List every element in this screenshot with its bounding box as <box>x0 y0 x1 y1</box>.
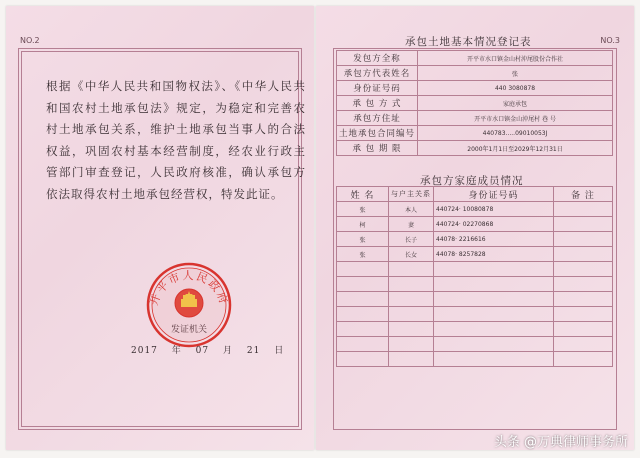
land-info-label: 承 包 期 限 <box>337 141 418 156</box>
member-relation: 妻 <box>389 217 434 232</box>
member-row <box>337 202 613 217</box>
member-row <box>337 292 613 307</box>
member-row <box>337 352 613 367</box>
member-id: 44078· 8257828 <box>434 247 554 262</box>
member-note <box>554 277 613 292</box>
member-note <box>554 262 613 277</box>
member-id: 44078· 2216616 <box>434 232 554 247</box>
header-name: 姓 名 <box>337 187 389 202</box>
member-note <box>554 202 613 217</box>
land-info-value: 440783.....09010053J <box>418 126 613 141</box>
members-table <box>336 186 613 367</box>
member-note <box>554 337 613 352</box>
issue-month: 07 <box>195 346 210 356</box>
member-row <box>337 217 613 232</box>
member-row <box>337 262 613 277</box>
right-page-number: NO.3 <box>600 36 620 45</box>
member-relation: 长女 <box>389 247 434 262</box>
land-info-label: 承包方代表姓名 <box>337 66 418 81</box>
issue-year-unit: 年 <box>171 346 182 356</box>
seal-issuer-label: 发证机关 <box>170 325 208 335</box>
members-header-row <box>337 187 613 202</box>
land-info-table <box>336 50 613 156</box>
members-title: 承包方家庭成员情况 <box>420 175 524 187</box>
register-table-title: 承包土地基本情况登记表 <box>405 36 532 48</box>
member-id <box>434 337 554 352</box>
land-info-value: 2000年1月1日至2029年12月31日 <box>418 141 613 156</box>
member-id <box>434 292 554 307</box>
member-name <box>337 262 389 277</box>
land-info-value: 440 3080878 <box>418 81 613 96</box>
watermark-text: 头条 @万典律师事务所 <box>493 435 628 450</box>
member-row <box>337 322 613 337</box>
member-id <box>434 322 554 337</box>
land-info-value: 张 <box>418 66 613 81</box>
left-page-number: NO.2 <box>20 36 40 45</box>
member-note <box>554 217 613 232</box>
member-id <box>434 352 554 367</box>
member-row <box>337 232 613 247</box>
header-id: 身份证号码 <box>434 187 554 202</box>
issue-day-unit: 日 <box>274 346 285 356</box>
member-relation <box>389 262 434 277</box>
issue-month-unit: 月 <box>223 346 234 356</box>
left-page <box>6 6 314 450</box>
right-page <box>316 6 634 450</box>
land-info-row <box>337 111 613 126</box>
member-name <box>337 337 389 352</box>
member-relation: 长子 <box>389 232 434 247</box>
member-relation <box>389 352 434 367</box>
member-id: 440724· 02270868 <box>434 217 554 232</box>
member-note <box>554 352 613 367</box>
header-relation: 与户主关系 <box>389 187 434 202</box>
member-name <box>337 292 389 307</box>
member-name: 柯 <box>337 217 389 232</box>
land-info-value: 开平市水口镇金山村沖尾股份合作社 <box>418 51 613 66</box>
member-name <box>337 322 389 337</box>
member-name: 张 <box>337 232 389 247</box>
member-id: 440724· 10080878 <box>434 202 554 217</box>
member-id <box>434 277 554 292</box>
member-relation <box>389 307 434 322</box>
official-seal <box>145 261 233 349</box>
member-row <box>337 277 613 292</box>
land-info-label: 发包方全称 <box>337 51 418 66</box>
members-body <box>337 187 613 367</box>
land-info-value: 家庭承包 <box>418 96 613 111</box>
certificate-paragraph: 根据《中华人民共和国物权法》、《中华人民共和国农村土地承包法》规定，为稳定和完善农村土地承包关系，维护土地承包当事人的合法权益，巩固农村基本经营制度，经农业行政主管部门审查登记，人民政府核准，确认承包方依法取得农村土地承包经营权，特发此证。 <box>46 79 306 201</box>
land-info-label: 承 包 方 式 <box>337 96 418 111</box>
land-info-row <box>337 126 613 141</box>
member-row <box>337 337 613 352</box>
land-info-row <box>337 141 613 156</box>
member-row <box>337 307 613 322</box>
member-name <box>337 277 389 292</box>
land-info-label: 身份证号码 <box>337 81 418 96</box>
issue-date <box>131 343 284 356</box>
member-id <box>434 262 554 277</box>
land-info-row <box>337 96 613 111</box>
land-info-label: 承包方住址 <box>337 111 418 126</box>
member-relation <box>389 292 434 307</box>
member-name <box>337 352 389 367</box>
member-note <box>554 247 613 262</box>
member-note <box>554 232 613 247</box>
national-emblem-icon <box>175 289 203 317</box>
member-name: 张 <box>337 247 389 262</box>
header-note: 备 注 <box>554 187 613 202</box>
member-row <box>337 247 613 262</box>
land-info-row <box>337 51 613 66</box>
member-relation <box>389 322 434 337</box>
land-info-label: 土地承包合同编号 <box>337 126 418 141</box>
member-id <box>434 307 554 322</box>
member-note <box>554 292 613 307</box>
member-name: 张 <box>337 202 389 217</box>
land-info-value: 开平市水口镇金山沖尾村 巷 号 <box>418 111 613 126</box>
member-relation: 本人 <box>389 202 434 217</box>
member-relation <box>389 277 434 292</box>
member-name <box>337 307 389 322</box>
issue-day: 21 <box>246 346 261 356</box>
issue-year: 2017 <box>131 346 158 356</box>
land-info-row <box>337 81 613 96</box>
member-note <box>554 307 613 322</box>
member-relation <box>389 337 434 352</box>
seal-arc-path-text: 开平市人民政府 <box>147 269 231 308</box>
land-info-body <box>337 51 613 156</box>
member-note <box>554 322 613 337</box>
land-info-row <box>337 66 613 81</box>
